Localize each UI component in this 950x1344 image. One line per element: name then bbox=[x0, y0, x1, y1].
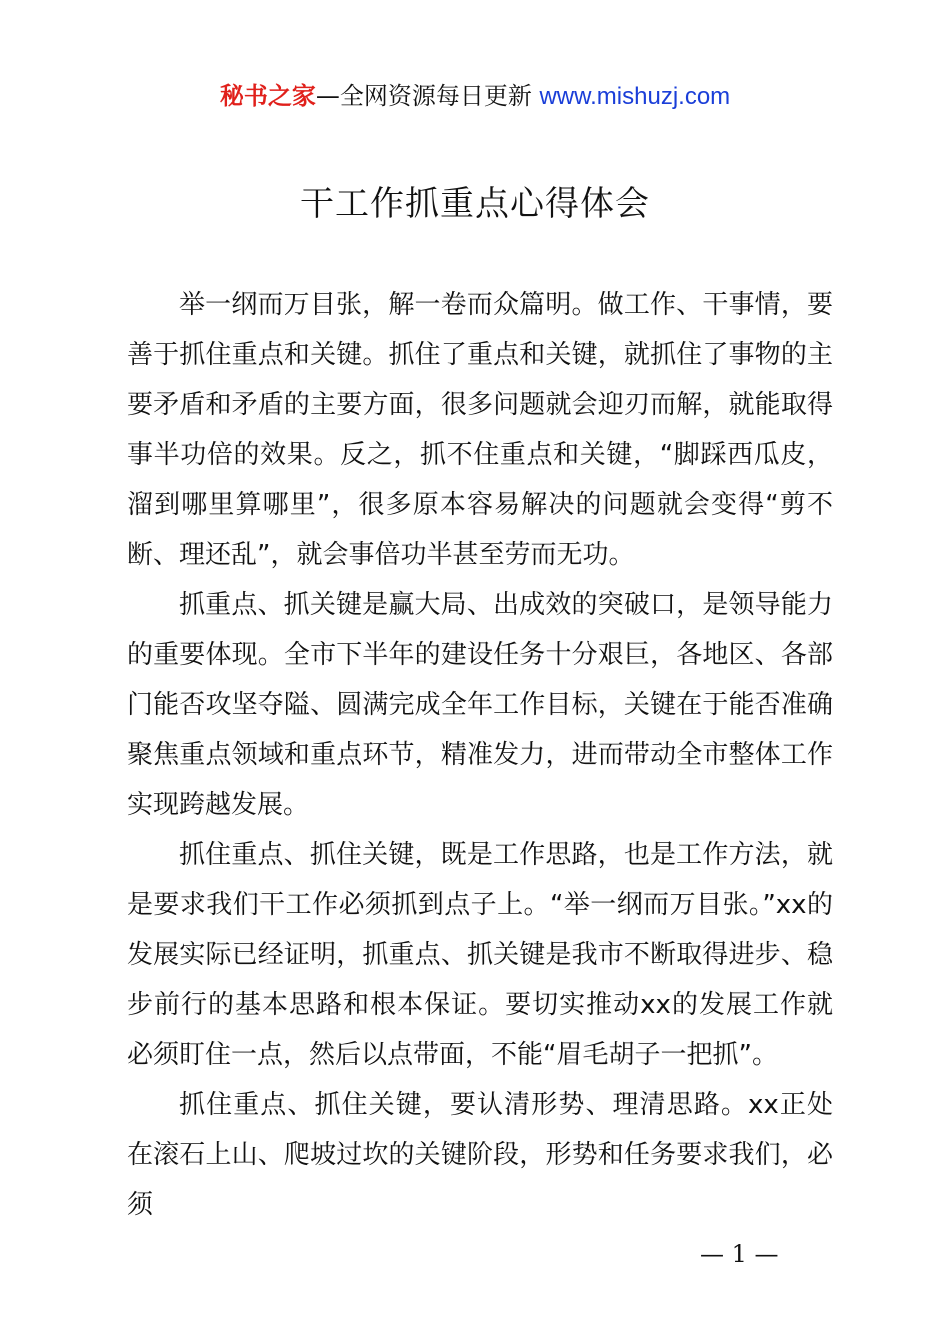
paragraph-4: 抓住重点、抓住关键，要认清形势、理清思路。xx正处在滚石上山、爬坡过坎的关键阶段，形势和任务要求我们，必须 bbox=[127, 1090, 833, 1220]
page-number: — 1 — bbox=[700, 1240, 779, 1268]
paragraph-2: 抓重点、抓关键是赢大局、出成效的突破口，是领导能力的重要体现。全市下半年的建设任务十分艰巨，各地区、各部门能否攻坚夺隘、圆满完成全年工作目标，关键在于能否准确聚焦重点领域和重点环节，精准发力，进而带动全市整体工作实现跨越发展。 bbox=[127, 590, 833, 820]
document-title: 干工作抓重点心得体会 bbox=[300, 184, 650, 224]
site-header bbox=[0, 80, 950, 113]
document-body bbox=[127, 280, 833, 1230]
site-tagline: —全网资源每日更新 bbox=[315, 82, 532, 110]
site-url-link[interactable]: www.mishuzj.com bbox=[539, 83, 731, 110]
site-brand: 秘书之家 bbox=[219, 82, 316, 110]
paragraph-1: 举一纲而万目张，解一卷而众篇明。做工作、干事情，要善于抓住重点和关键。抓住了重点和关键，就抓住了事物的主要矛盾和矛盾的主要方面，很多问题就会迎刃而解，就能取得事半功倍的效果。反之，抓不住重点和关键，“脚踩西瓜皮，溜到哪里算哪里”，很多原本容易解决的问题就会变得“剪不断、理还乱”，就会事倍功半甚至劳而无功。 bbox=[127, 290, 833, 570]
paragraph-3: 抓住重点、抓住关键，既是工作思路，也是工作方法，就是要求我们干工作必须抓到点子上。“举一纲而万目张。”xx的发展实际已经证明，抓重点、抓关键是我市不断取得进步、稳步前行的基本思路和根本保证。要切实推动xx的发展工作就必须盯住一点，然后以点带面，不能“眉毛胡子一把抓”。 bbox=[127, 840, 833, 1070]
